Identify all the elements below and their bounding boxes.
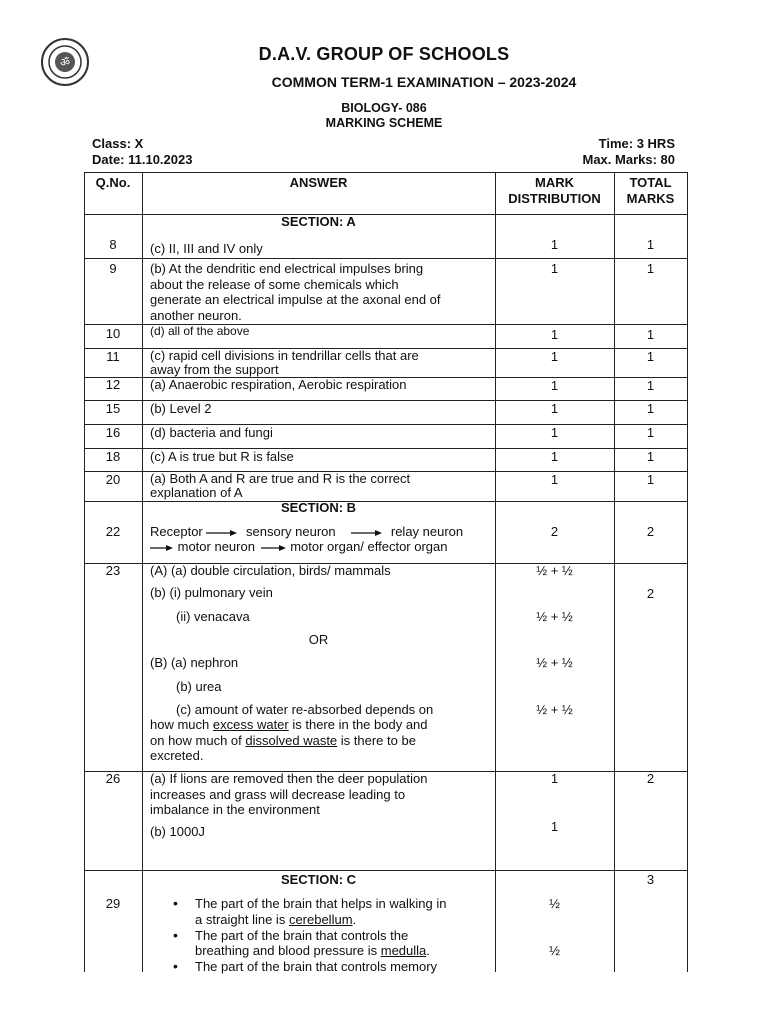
qno: 9 — [109, 261, 117, 276]
mark-value: 1 — [550, 771, 559, 786]
mark-value: 1 — [550, 261, 559, 276]
answer-text: increases and grass will decrease leading to — [150, 787, 406, 802]
qno: 8 — [109, 237, 117, 252]
school-name: D.A.V. GROUP OF SCHOOLS — [258, 44, 510, 64]
qno: 22 — [105, 524, 121, 539]
qno: 10 — [105, 326, 121, 341]
answer-text: (B) (a) nephron — [150, 655, 239, 670]
total-value: 2 — [646, 524, 655, 539]
mark-value: 1 — [550, 425, 559, 440]
exam-title: COMMON TERM-1 EXAMINATION – 2023-2024 — [271, 74, 577, 90]
qno: 15 — [105, 401, 121, 416]
qno: 20 — [105, 472, 121, 487]
answer-text: (c) A is true but R is false — [150, 449, 294, 464]
total-value: 1 — [646, 449, 655, 464]
document-type: MARKING SCHEME — [325, 116, 443, 130]
answer-text: (ii) venacava — [176, 609, 250, 624]
mark-value: ½ + ½ — [536, 609, 573, 624]
mark-value: 2 — [550, 524, 559, 539]
mark-value: 1 — [550, 237, 559, 252]
mark-value: 1 — [550, 401, 559, 416]
total-value: 1 — [646, 401, 655, 416]
total-value: 1 — [646, 261, 655, 276]
bullet-item: • The part of the brain that controls the — [195, 928, 408, 944]
answer-text: (a) Anaerobic respiration, Aerobic respiration — [150, 377, 407, 392]
qno: 16 — [105, 425, 121, 440]
mark-value: ½ + ½ — [536, 702, 573, 717]
svg-text:ॐ: ॐ — [59, 56, 71, 69]
section-c-heading: SECTION: C — [280, 872, 357, 887]
subject-code: BIOLOGY- 086 — [341, 101, 427, 115]
answer-text: (b) At the dendritic end electrical impulses bring about the release of some chemicals which generate an electrical impulse at the axonal end of another neuron. — [150, 261, 441, 323]
answer-text: on how much of dissolved waste is there to be — [150, 733, 416, 748]
answer-text: (d) all of the above — [150, 324, 250, 338]
col-header-mark: MARK DISTRIBUTION — [508, 175, 601, 206]
total-value: 1 — [646, 472, 655, 487]
mark-value: 1 — [550, 378, 559, 393]
arrow-right-icon — [261, 544, 287, 552]
qno: 18 — [105, 449, 121, 464]
col-header-answer: ANSWER — [289, 175, 348, 190]
qno: 26 — [105, 771, 121, 786]
total-value: 3 — [646, 872, 655, 887]
answer-text: a straight line is cerebellum. — [195, 912, 357, 927]
class-label: Class: X — [92, 136, 144, 151]
bullet-item: • The part of the brain that helps in walking in — [195, 896, 446, 912]
answer-text: imbalance in the environment — [150, 802, 320, 817]
answer-text: (a) If lions are removed then the deer population — [150, 771, 428, 786]
qno: 12 — [105, 377, 121, 392]
qno: 23 — [105, 563, 121, 578]
answer-text: (b) Level 2 — [150, 401, 212, 416]
arrow-right-icon — [206, 529, 238, 537]
total-value: 1 — [646, 378, 655, 393]
answer-text: (b) (i) pulmonary vein — [150, 585, 273, 600]
arrow-right-icon — [351, 529, 383, 537]
answer-text: how much excess water is there in the body and — [150, 717, 428, 732]
col-header-total: TOTAL MARKS — [626, 175, 675, 206]
marking-scheme-table — [84, 172, 688, 972]
answer-text: (c) II, III and IV only — [150, 241, 263, 256]
time-marks-block — [583, 136, 676, 168]
mark-value: 1 — [550, 472, 559, 487]
or-separator: OR — [308, 632, 329, 647]
reflex-arc-line-1: Receptor sensory neuron relay neuron — [150, 524, 464, 539]
mark-value: ½ + ½ — [536, 563, 573, 578]
max-marks-label: Max. Marks: 80 — [582, 152, 675, 167]
mark-value: 1 — [550, 449, 559, 464]
date-label: Date: 11.10.2023 — [92, 152, 193, 167]
answer-text: (c) rapid cell divisions in tendrillar cells that are away from the support — [150, 348, 419, 377]
mark-value: 1 — [550, 819, 559, 834]
time-label: Time: 3 HRS — [598, 136, 675, 151]
total-value: 1 — [646, 425, 655, 440]
class-date-block — [92, 136, 192, 168]
section-a-heading: SECTION: A — [281, 214, 356, 229]
total-value: 2 — [646, 771, 655, 786]
answer-text: excreted. — [150, 748, 204, 763]
bullet-item: • The part of the brain that controls memory — [195, 959, 437, 975]
answer-text: (A) (a) double circulation, birds/ mammals — [150, 563, 391, 578]
reflex-arc-line-2: motor neuron motor organ/ effector organ — [150, 539, 448, 555]
answer-text: (d) bacteria and fungi — [150, 425, 273, 440]
qno: 29 — [105, 896, 121, 911]
arrow-right-icon — [150, 544, 174, 552]
total-value: 1 — [646, 237, 655, 252]
subject-block — [0, 101, 768, 131]
mark-value: ½ — [549, 943, 560, 958]
answer-text: (c) amount of water re-absorbed depends on — [176, 702, 434, 717]
section-b-heading: SECTION: B — [280, 500, 357, 515]
answer-text: (a) Both A and R are true and R is the correct explanation of A — [150, 471, 411, 500]
mark-value: 1 — [550, 349, 559, 364]
answer-text: (b) 1000J — [150, 824, 205, 839]
mark-value: 1 — [550, 327, 559, 342]
mark-value: ½ — [549, 896, 560, 911]
qno: 11 — [106, 349, 120, 364]
total-value: 1 — [646, 327, 655, 342]
mark-value: ½ + ½ — [536, 655, 573, 670]
col-header-qno: Q.No. — [95, 175, 131, 190]
total-value: 2 — [646, 586, 655, 601]
answer-text: (b) urea — [176, 679, 222, 694]
total-value: 1 — [646, 349, 655, 364]
answer-text: breathing and blood pressure is medulla. — [195, 943, 430, 958]
